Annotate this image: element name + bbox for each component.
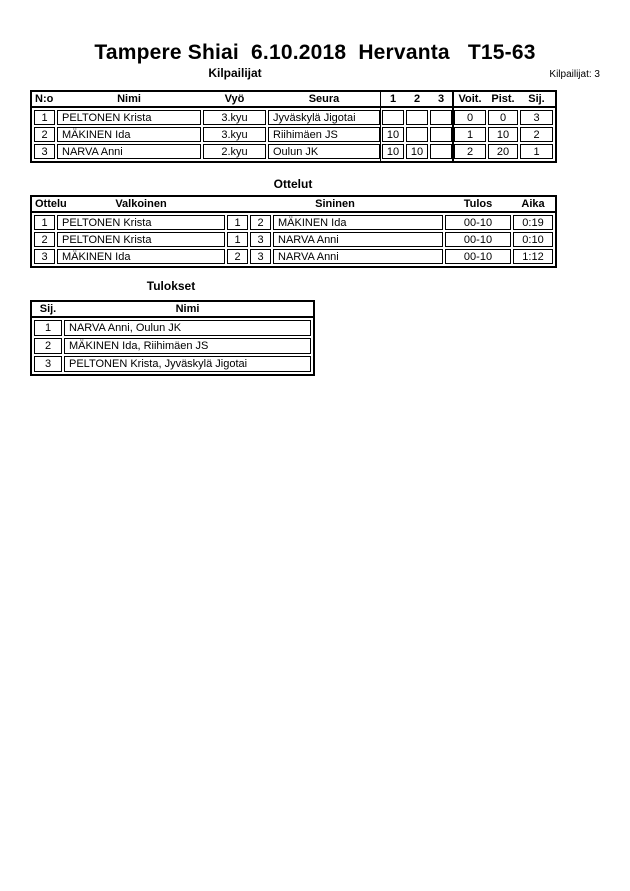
cell-score3 xyxy=(430,127,452,142)
cell-tulos: 00-10 xyxy=(445,215,511,230)
competitors-count-label: Kilpailijat: 3 xyxy=(549,69,600,80)
cell-aika: 1:12 xyxy=(513,249,553,264)
competitor-row xyxy=(34,127,553,142)
cell-place: 1 xyxy=(34,320,62,336)
result-row xyxy=(34,356,311,372)
page-title: Tampere Shiai 6.10.2018 Hervanta T15-63 xyxy=(94,41,536,64)
cell-score1: 10 xyxy=(382,127,404,142)
cell-place: 3 xyxy=(34,356,62,372)
cell-nimi: NARVA Anni xyxy=(57,144,201,159)
competitor-row xyxy=(34,144,553,159)
col-header-seura: Seura xyxy=(308,93,340,105)
col-header-score1: 1 xyxy=(389,93,397,105)
cell-tulos: 00-10 xyxy=(445,249,511,264)
col-header-nimi: Nimi xyxy=(175,303,200,315)
result-row xyxy=(34,338,311,354)
cell-name: NARVA Anni, Oulun JK xyxy=(64,320,311,336)
cell-vyo: 3.kyu xyxy=(203,110,266,125)
cell-sij: 2 xyxy=(520,127,553,142)
cell-voit: 0 xyxy=(454,110,486,125)
section-title-kilpailijat: Kilpailijat xyxy=(208,66,262,80)
cell-vyo: 2.kyu xyxy=(203,144,266,159)
cell-white-no: 1 xyxy=(227,232,248,247)
cell-place: 2 xyxy=(34,338,62,354)
cell-voit: 1 xyxy=(454,127,486,142)
col-header-sininen: Sininen xyxy=(315,198,355,210)
cell-seura: Jyväskylä Jigotai xyxy=(268,110,380,125)
cell-pist: 10 xyxy=(488,127,518,142)
matches-table xyxy=(30,195,557,268)
col-header-valkoinen: Valkoinen xyxy=(115,198,167,210)
cell-match-no: 2 xyxy=(34,232,55,247)
cell-blue-name: NARVA Anni xyxy=(273,249,443,264)
results-table-header-row xyxy=(32,302,313,318)
col-header-score3: 3 xyxy=(437,93,445,105)
col-header-pist: Pist. xyxy=(491,93,515,105)
cell-blue-name: MÄKINEN Ida xyxy=(273,215,443,230)
cell-score3 xyxy=(430,144,452,159)
section-title-tulokset: Tulokset xyxy=(146,279,196,293)
cell-blue-no: 2 xyxy=(250,215,271,230)
cell-blue-no: 3 xyxy=(250,249,271,264)
match-row xyxy=(34,232,553,247)
col-header-no: N:o xyxy=(35,93,54,105)
col-header-nimi: Nimi xyxy=(117,93,141,105)
section-title-ottelut: Ottelut xyxy=(273,177,313,191)
competitor-row xyxy=(34,110,553,125)
matches-table-header-row xyxy=(32,197,555,213)
competitors-table-body xyxy=(32,108,555,161)
cell-white-name: MÄKINEN Ida xyxy=(57,249,225,264)
cell-score3 xyxy=(430,110,452,125)
cell-vyo: 3.kyu xyxy=(203,127,266,142)
col-header-sij: Sij. xyxy=(39,303,57,315)
cell-voit: 2 xyxy=(454,144,486,159)
cell-score2 xyxy=(406,127,428,142)
cell-seura: Riihimäen JS xyxy=(268,127,380,142)
cell-score1: 10 xyxy=(382,144,404,159)
cell-aika: 0:10 xyxy=(513,232,553,247)
cell-no: 3 xyxy=(34,144,55,159)
cell-tulos: 00-10 xyxy=(445,232,511,247)
cell-nimi: MÄKINEN Ida xyxy=(57,127,201,142)
cell-sij: 3 xyxy=(520,110,553,125)
col-header-score2: 2 xyxy=(413,93,421,105)
matches-table-body xyxy=(32,213,555,266)
col-header-voit: Voit. xyxy=(458,93,482,105)
cell-white-no: 1 xyxy=(227,215,248,230)
competitors-table xyxy=(30,90,557,163)
cell-white-no: 2 xyxy=(227,249,248,264)
cell-pist: 20 xyxy=(488,144,518,159)
match-row xyxy=(34,215,553,230)
column-divider-scores xyxy=(380,92,381,161)
cell-white-name: PELTONEN Krista xyxy=(57,232,225,247)
competitors-table-header-row xyxy=(32,92,555,108)
cell-sij: 1 xyxy=(520,144,553,159)
cell-white-name: PELTONEN Krista xyxy=(57,215,225,230)
cell-nimi: PELTONEN Krista xyxy=(57,110,201,125)
cell-score2 xyxy=(406,110,428,125)
col-header-vyo: Vyö xyxy=(224,93,245,105)
col-header-aika: Aika xyxy=(521,198,545,210)
cell-score1 xyxy=(382,110,404,125)
cell-match-no: 3 xyxy=(34,249,55,264)
column-divider-results xyxy=(452,92,454,161)
match-row xyxy=(34,249,553,264)
cell-score2: 10 xyxy=(406,144,428,159)
cell-blue-no: 3 xyxy=(250,232,271,247)
cell-no: 1 xyxy=(34,110,55,125)
cell-aika: 0:19 xyxy=(513,215,553,230)
cell-no: 2 xyxy=(34,127,55,142)
result-row xyxy=(34,320,311,336)
results-table xyxy=(30,300,315,376)
results-table-body xyxy=(32,318,313,374)
col-header-sij: Sij. xyxy=(528,93,545,105)
cell-name: MÄKINEN Ida, Riihimäen JS xyxy=(64,338,311,354)
cell-match-no: 1 xyxy=(34,215,55,230)
col-header-ottelu: Ottelu xyxy=(35,198,67,210)
cell-name: PELTONEN Krista, Jyväskylä Jigotai xyxy=(64,356,311,372)
cell-pist: 0 xyxy=(488,110,518,125)
cell-seura: Oulun JK xyxy=(268,144,380,159)
col-header-tulos: Tulos xyxy=(463,198,493,210)
cell-blue-name: NARVA Anni xyxy=(273,232,443,247)
